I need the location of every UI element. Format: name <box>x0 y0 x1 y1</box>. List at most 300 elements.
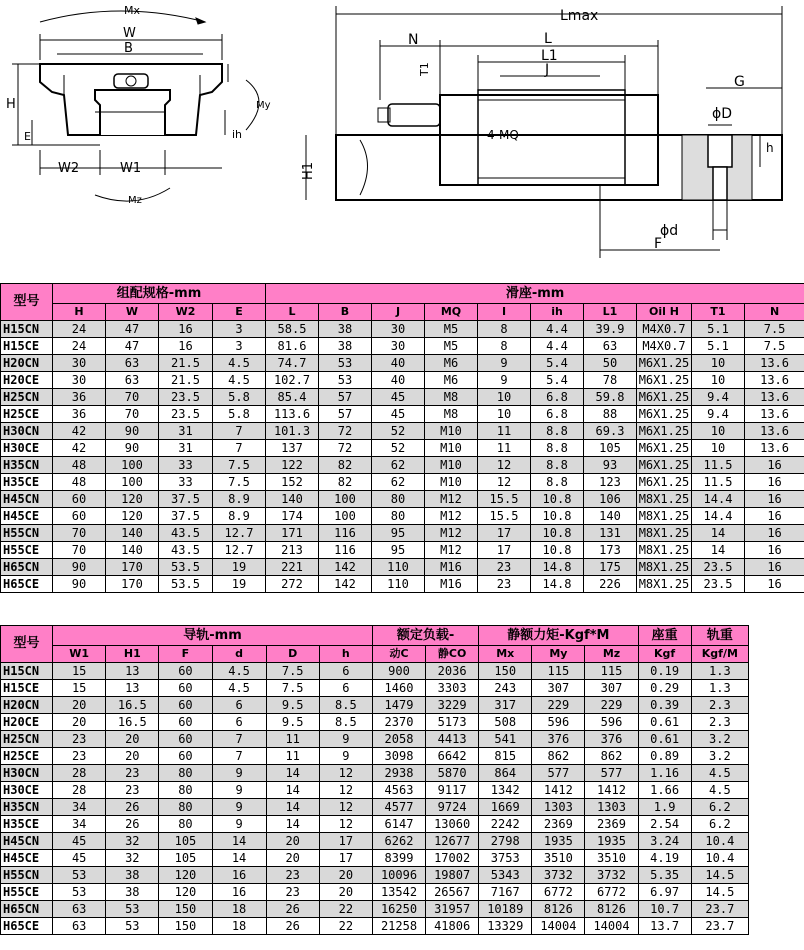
value-cell: 26567 <box>426 884 479 901</box>
value-cell: 52 <box>372 423 425 440</box>
label-h: H <box>6 97 16 112</box>
value-cell: 10 <box>692 372 745 389</box>
value-cell: 16 <box>745 542 804 559</box>
label-n: N <box>408 32 419 48</box>
value-cell: 34 <box>53 799 106 816</box>
value-cell: 41806 <box>426 918 479 935</box>
model-cell: H35CN <box>1 457 53 474</box>
value-cell: 4563 <box>372 782 425 799</box>
value-cell: 577 <box>585 765 638 782</box>
value-cell: 243 <box>479 680 532 697</box>
value-cell: M10 <box>425 423 478 440</box>
value-cell: 4577 <box>372 799 425 816</box>
table-row <box>1 816 749 833</box>
column-header: W <box>106 304 159 321</box>
table-row <box>1 338 804 355</box>
value-cell: 105 <box>159 850 212 867</box>
value-cell: 23 <box>266 884 319 901</box>
value-cell: 14.4 <box>692 491 745 508</box>
value-cell: 1303 <box>532 799 585 816</box>
value-cell: 30 <box>53 355 106 372</box>
value-cell: 90 <box>53 559 106 576</box>
model-header: 型号 <box>1 284 53 321</box>
value-cell: 272 <box>266 576 319 593</box>
label-t1: T1 <box>418 62 431 76</box>
model-header: 型号 <box>1 626 53 663</box>
value-cell: M5 <box>425 321 478 338</box>
value-cell: 1.9 <box>638 799 691 816</box>
table-row <box>1 525 804 542</box>
value-cell: 24 <box>53 321 106 338</box>
value-cell: 3732 <box>532 867 585 884</box>
label-h1: H1 <box>301 161 316 180</box>
value-cell: M10 <box>425 474 478 491</box>
value-cell: M6X1.25 <box>637 372 692 389</box>
value-cell: 171 <box>266 525 319 542</box>
value-cell: 70 <box>53 542 106 559</box>
model-cell: H20CN <box>1 697 53 714</box>
technical-drawing <box>0 0 804 280</box>
value-cell: 26 <box>266 918 319 935</box>
value-cell: M8 <box>425 389 478 406</box>
value-cell: 20 <box>53 697 106 714</box>
value-cell: 10 <box>692 355 745 372</box>
model-cell: H65CN <box>1 559 53 576</box>
value-cell: 62 <box>372 457 425 474</box>
moment-group-header: 静额力矩-Kgf*M <box>479 626 638 646</box>
value-cell: 9724 <box>426 799 479 816</box>
value-cell: 45 <box>53 833 106 850</box>
value-cell: 140 <box>266 491 319 508</box>
value-cell: 53 <box>106 918 159 935</box>
value-cell: 43.5 <box>159 542 213 559</box>
label-w: W <box>123 26 136 41</box>
value-cell: 26 <box>106 816 159 833</box>
column-header: H1 <box>106 646 159 663</box>
value-cell: 9 <box>319 731 372 748</box>
value-cell: 10 <box>478 389 531 406</box>
value-cell: 4.5 <box>212 680 266 697</box>
value-cell: 307 <box>532 680 585 697</box>
value-cell: 38 <box>319 338 372 355</box>
value-cell: 88 <box>584 406 637 423</box>
block-group-header: 滑座-mm <box>266 284 804 304</box>
value-cell: 101.3 <box>266 423 319 440</box>
value-cell: 9 <box>212 765 266 782</box>
model-cell: H20CN <box>1 355 53 372</box>
model-cell: H15CE <box>1 680 53 697</box>
value-cell: 20 <box>266 850 319 867</box>
column-header: Mx <box>479 646 532 663</box>
value-cell: M6X1.25 <box>637 389 692 406</box>
value-cell: 4.5 <box>691 782 748 799</box>
value-cell: 80 <box>372 491 425 508</box>
value-cell: 12 <box>478 457 531 474</box>
value-cell: M6X1.25 <box>637 355 692 372</box>
value-cell: 8126 <box>532 901 585 918</box>
value-cell: 0.61 <box>638 714 691 731</box>
value-cell: 40 <box>372 355 425 372</box>
value-cell: 47 <box>106 321 159 338</box>
value-cell: 38 <box>106 867 159 884</box>
block-spec-rows <box>1 321 804 593</box>
table-row <box>1 680 749 697</box>
value-cell: 10 <box>692 423 745 440</box>
column-header: T1 <box>692 304 745 321</box>
value-cell: 131 <box>584 525 637 542</box>
value-cell: M6X1.25 <box>637 474 692 491</box>
column-header: W2 <box>159 304 213 321</box>
column-header: H <box>53 304 106 321</box>
value-cell: 8.9 <box>213 491 266 508</box>
value-cell: M6X1.25 <box>637 440 692 457</box>
value-cell: 13.6 <box>745 355 804 372</box>
value-cell: 13.6 <box>745 406 804 423</box>
block-cross-section <box>6 4 271 206</box>
value-cell: 5173 <box>426 714 479 731</box>
column-header: h <box>319 646 372 663</box>
value-cell: 8.8 <box>531 457 584 474</box>
block-weight-header: 座重 <box>638 626 691 646</box>
value-cell: 13542 <box>372 884 425 901</box>
value-cell: 4.5 <box>691 765 748 782</box>
model-cell: H25CE <box>1 748 53 765</box>
label-mz: Mz <box>128 195 142 206</box>
value-cell: 16 <box>745 457 804 474</box>
value-cell: 22 <box>319 918 372 935</box>
value-cell: 31957 <box>426 901 479 918</box>
value-cell: 6.8 <box>531 406 584 423</box>
model-cell: H35CN <box>1 799 53 816</box>
value-cell: 3510 <box>585 850 638 867</box>
value-cell: 7 <box>212 748 266 765</box>
value-cell: 6642 <box>426 748 479 765</box>
value-cell: 105 <box>584 440 637 457</box>
value-cell: 137 <box>266 440 319 457</box>
table-row <box>1 559 804 576</box>
value-cell: 81.6 <box>266 338 319 355</box>
value-cell: 150 <box>159 918 212 935</box>
value-cell: 8399 <box>372 850 425 867</box>
rail-group-header: 导轨-mm <box>53 626 373 646</box>
value-cell: 20 <box>266 833 319 850</box>
value-cell: 213 <box>266 542 319 559</box>
value-cell: 1479 <box>372 697 425 714</box>
value-cell: 1303 <box>585 799 638 816</box>
value-cell: 7167 <box>479 884 532 901</box>
value-cell: 63 <box>106 372 159 389</box>
value-cell: 16 <box>212 884 266 901</box>
value-cell: 24 <box>53 338 106 355</box>
value-cell: 140 <box>106 542 159 559</box>
value-cell: 8.9 <box>213 508 266 525</box>
value-cell: 42 <box>53 440 106 457</box>
column-header: MQ <box>425 304 478 321</box>
rail-spec-rows <box>1 663 749 935</box>
value-cell: 18 <box>212 918 266 935</box>
value-cell: 10 <box>692 440 745 457</box>
value-cell: M8X1.25 <box>637 542 692 559</box>
value-cell: 229 <box>585 697 638 714</box>
table-row <box>1 748 749 765</box>
value-cell: 6 <box>319 680 372 697</box>
value-cell: 38 <box>319 321 372 338</box>
value-cell: 1669 <box>479 799 532 816</box>
value-cell: 7.5 <box>266 680 319 697</box>
value-cell: 60 <box>159 680 212 697</box>
value-cell: 23.7 <box>691 901 748 918</box>
value-cell: 173 <box>584 542 637 559</box>
value-cell: 10.8 <box>531 542 584 559</box>
value-cell: 14.8 <box>531 559 584 576</box>
value-cell: 70 <box>106 389 159 406</box>
value-cell: 14 <box>212 833 266 850</box>
value-cell: 45 <box>372 406 425 423</box>
value-cell: 3 <box>213 321 266 338</box>
value-cell: 85.4 <box>266 389 319 406</box>
value-cell: 7.5 <box>213 474 266 491</box>
model-cell: H55CN <box>1 867 53 884</box>
value-cell: 3753 <box>479 850 532 867</box>
value-cell: 8.5 <box>319 714 372 731</box>
value-cell: 0.89 <box>638 748 691 765</box>
value-cell: 14 <box>266 816 319 833</box>
value-cell: 6147 <box>372 816 425 833</box>
value-cell: 9 <box>478 372 531 389</box>
value-cell: 13 <box>106 680 159 697</box>
label-d-large: ϕD <box>712 106 733 122</box>
value-cell: 4.4 <box>531 321 584 338</box>
table-row <box>1 355 804 372</box>
value-cell: 1.3 <box>691 680 748 697</box>
model-cell: H20CE <box>1 714 53 731</box>
table-row <box>1 782 749 799</box>
value-cell: 7.5 <box>213 457 266 474</box>
value-cell: 16 <box>745 559 804 576</box>
column-header: Kgf/M <box>691 646 748 663</box>
value-cell: 53 <box>319 372 372 389</box>
value-cell: 5.4 <box>531 355 584 372</box>
value-cell: 120 <box>106 508 159 525</box>
label-w1: W1 <box>120 161 142 176</box>
value-cell: 3098 <box>372 748 425 765</box>
model-cell: H30CE <box>1 782 53 799</box>
column-header: My <box>532 646 585 663</box>
value-cell: 100 <box>319 508 372 525</box>
value-cell: 8 <box>478 338 531 355</box>
value-cell: 7.5 <box>745 338 804 355</box>
table-row <box>1 884 749 901</box>
value-cell: 60 <box>53 491 106 508</box>
value-cell: 57 <box>319 406 372 423</box>
value-cell: 60 <box>159 697 212 714</box>
label-l: L <box>544 31 552 47</box>
value-cell: 6262 <box>372 833 425 850</box>
value-cell: 63 <box>53 918 106 935</box>
value-cell: 9.4 <box>692 406 745 423</box>
table-row <box>1 799 749 816</box>
value-cell: 3510 <box>532 850 585 867</box>
column-header: Oil H <box>637 304 692 321</box>
value-cell: 116 <box>319 542 372 559</box>
value-cell: 8.8 <box>531 423 584 440</box>
value-cell: 13060 <box>426 816 479 833</box>
assembly-group-header: 组配规格-mm <box>53 284 266 304</box>
value-cell: M8X1.25 <box>637 576 692 593</box>
column-header: I <box>478 304 531 321</box>
value-cell: 0.19 <box>638 663 691 680</box>
value-cell: 6.2 <box>691 816 748 833</box>
column-header: D <box>266 646 319 663</box>
column-headers <box>1 304 804 321</box>
value-cell: 45 <box>53 850 106 867</box>
value-cell: 60 <box>159 748 212 765</box>
value-cell: 19 <box>213 576 266 593</box>
value-cell: 105 <box>159 833 212 850</box>
rail-weight-header: 轨重 <box>691 626 748 646</box>
value-cell: 23 <box>478 576 531 593</box>
table-row <box>1 697 749 714</box>
column-header: 静CO <box>426 646 479 663</box>
value-cell: 23.5 <box>692 576 745 593</box>
value-cell: 508 <box>479 714 532 731</box>
value-cell: 140 <box>106 525 159 542</box>
value-cell: 17 <box>478 525 531 542</box>
value-cell: 16 <box>745 576 804 593</box>
value-cell: 9 <box>319 748 372 765</box>
value-cell: 12 <box>319 816 372 833</box>
value-cell: 57 <box>319 389 372 406</box>
value-cell: 229 <box>532 697 585 714</box>
value-cell: 150 <box>479 663 532 680</box>
value-cell: 8.8 <box>531 440 584 457</box>
value-cell: 39.9 <box>584 321 637 338</box>
value-cell: 3 <box>213 338 266 355</box>
value-cell: 10 <box>478 406 531 423</box>
value-cell: 20 <box>106 731 159 748</box>
value-cell: 1935 <box>532 833 585 850</box>
value-cell: 82 <box>319 474 372 491</box>
value-cell: 21.5 <box>159 355 213 372</box>
value-cell: 11 <box>478 423 531 440</box>
value-cell: 15 <box>53 663 106 680</box>
value-cell: 26 <box>266 901 319 918</box>
value-cell: 10.8 <box>531 491 584 508</box>
value-cell: 122 <box>266 457 319 474</box>
table-row <box>1 440 804 457</box>
value-cell: 152 <box>266 474 319 491</box>
value-cell: 6772 <box>532 884 585 901</box>
value-cell: 7.5 <box>745 321 804 338</box>
value-cell: 12677 <box>426 833 479 850</box>
value-cell: 63 <box>584 338 637 355</box>
label-l1: L1 <box>541 48 558 64</box>
value-cell: 0.29 <box>638 680 691 697</box>
value-cell: 376 <box>585 731 638 748</box>
value-cell: 16 <box>745 474 804 491</box>
value-cell: 12 <box>478 474 531 491</box>
value-cell: 1.66 <box>638 782 691 799</box>
value-cell: M12 <box>425 508 478 525</box>
value-cell: 21.5 <box>159 372 213 389</box>
model-cell: H45CN <box>1 491 53 508</box>
value-cell: 10189 <box>479 901 532 918</box>
value-cell: M12 <box>425 491 478 508</box>
value-cell: 2036 <box>426 663 479 680</box>
value-cell: 47 <box>106 338 159 355</box>
value-cell: 60 <box>159 714 212 731</box>
value-cell: 28 <box>53 782 106 799</box>
value-cell: 37.5 <box>159 491 213 508</box>
value-cell: 20 <box>319 867 372 884</box>
value-cell: 31 <box>159 423 213 440</box>
model-cell: H55CE <box>1 542 53 559</box>
value-cell: 48 <box>53 457 106 474</box>
value-cell: 5343 <box>479 867 532 884</box>
value-cell: 9 <box>212 799 266 816</box>
value-cell: 142 <box>319 559 372 576</box>
value-cell: 53.5 <box>159 559 213 576</box>
value-cell: 170 <box>106 559 159 576</box>
value-cell: 1412 <box>585 782 638 799</box>
model-cell: H30CN <box>1 765 53 782</box>
value-cell: 30 <box>53 372 106 389</box>
value-cell: M10 <box>425 440 478 457</box>
table-row <box>1 918 749 935</box>
value-cell: 1935 <box>585 833 638 850</box>
model-cell: H25CN <box>1 389 53 406</box>
value-cell: M10 <box>425 457 478 474</box>
table-row <box>1 508 804 525</box>
value-cell: 13.7 <box>638 918 691 935</box>
value-cell: 4.5 <box>212 663 266 680</box>
value-cell: 52 <box>372 440 425 457</box>
value-cell: 0.61 <box>638 731 691 748</box>
value-cell: 53 <box>53 884 106 901</box>
value-cell: 14 <box>266 799 319 816</box>
value-cell: 376 <box>532 731 585 748</box>
value-cell: 16 <box>159 338 213 355</box>
label-ih: ih <box>232 128 243 141</box>
value-cell: 4.5 <box>213 355 266 372</box>
column-header: d <box>212 646 266 663</box>
model-cell: H25CE <box>1 406 53 423</box>
value-cell: M6 <box>425 372 478 389</box>
value-cell: 59.8 <box>584 389 637 406</box>
label-g: G <box>734 74 745 90</box>
value-cell: 110 <box>372 559 425 576</box>
value-cell: 20 <box>53 714 106 731</box>
value-cell: 596 <box>532 714 585 731</box>
model-cell: H65CN <box>1 901 53 918</box>
value-cell: M8 <box>425 406 478 423</box>
value-cell: 72 <box>319 440 372 457</box>
value-cell: 15.5 <box>478 508 531 525</box>
value-cell: 12 <box>319 782 372 799</box>
model-cell: H35CE <box>1 474 53 491</box>
table-row <box>1 372 804 389</box>
value-cell: 69.3 <box>584 423 637 440</box>
model-cell: H25CN <box>1 731 53 748</box>
label-f: F <box>654 236 663 252</box>
value-cell: 8126 <box>585 901 638 918</box>
value-cell: 11 <box>266 748 319 765</box>
value-cell: 16 <box>745 508 804 525</box>
value-cell: 150 <box>159 901 212 918</box>
value-cell: M6X1.25 <box>637 423 692 440</box>
model-cell: H15CE <box>1 338 53 355</box>
value-cell: 82 <box>319 457 372 474</box>
